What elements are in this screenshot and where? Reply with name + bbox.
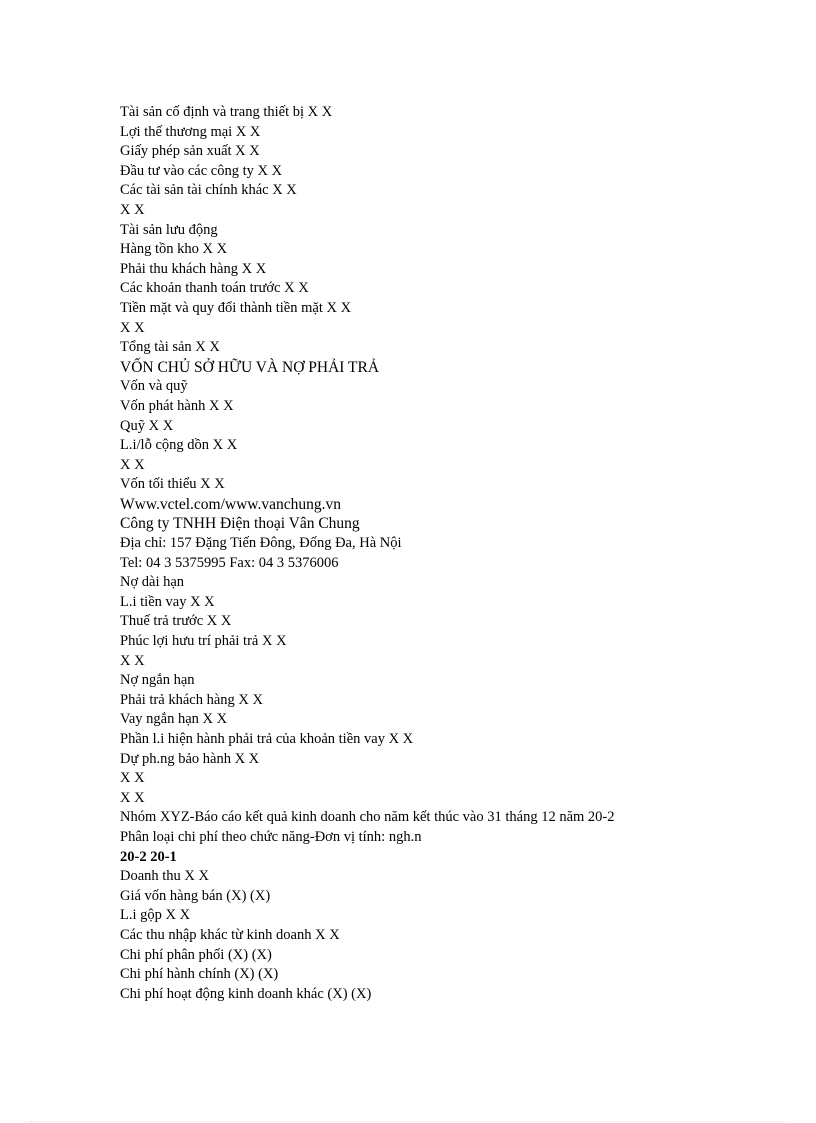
text-line: Vốn tối thiểu X X	[120, 476, 225, 493]
text-line: Www.vctel.com/www.vanchung.vn	[120, 495, 341, 513]
text-line: Chi phí phân phối (X) (X)	[120, 946, 272, 963]
text-line: Phần l.i hiện hành phải trả của khoản tiền vay X X	[120, 731, 414, 747]
text-line: Dự ph.ng bảo hành X X	[120, 750, 260, 767]
text-line: Phải trả khách hàng X X	[120, 691, 263, 708]
text-line: Vay ngắn hạn X X	[120, 711, 228, 728]
page-bottom-divider	[30, 1121, 786, 1122]
text-line: Địa chỉ: 157 Đặng Tiến Đông, Đống Đa, Hà Nội	[120, 535, 402, 552]
text-line: X X	[120, 201, 145, 218]
text-line: Chi phí hoạt động kinh doanh khác (X) (X)	[120, 985, 372, 1002]
text-line: Quỹ X X	[120, 417, 174, 434]
text-line: X X	[120, 789, 145, 806]
text-line: Vốn và quỹ	[120, 378, 188, 395]
text-line: L.i tiền vay X X	[120, 593, 215, 610]
text-line: Đầu tư vào các công ty X X	[120, 162, 283, 179]
text-line: Nợ dài hạn	[120, 574, 185, 591]
text-line: Giá vốn hàng bán (X) (X)	[120, 887, 271, 904]
text-line: X X	[120, 456, 145, 473]
text-line: Tổng tài sản X X	[120, 339, 220, 356]
text-line: L.i gộp X X	[120, 907, 191, 924]
text-line: Các thu nhập khác từ kinh doanh X X	[120, 926, 340, 943]
text-line: 20-2 20-1	[120, 848, 177, 865]
text-line: Chi phí hành chính (X) (X)	[120, 966, 279, 983]
text-line: Các khoản thanh toán trước X X	[120, 280, 309, 297]
text-line: X X	[120, 652, 145, 669]
text-line: L.i/lỗ cộng dồn X X	[120, 437, 238, 454]
text-line: X X	[120, 770, 145, 787]
text-line: Nợ ngắn hạn	[120, 672, 195, 689]
text-line: Tiền mặt và quy đổi thành tiền mặt X X	[120, 299, 352, 316]
text-line: Phải thu khách hàng X X	[120, 260, 267, 277]
text-line: Doanh thu X X	[120, 868, 210, 885]
text-line: Tài sản lưu động	[120, 221, 218, 238]
text-line: Công ty TNHH Điện thoại Vân Chung	[120, 515, 360, 533]
document-body	[120, 103, 720, 1004]
text-line: Tel: 04 3 5375995 Fax: 04 3 5376006	[120, 554, 339, 571]
text-line: Giấy phép sản xuất X X	[120, 143, 260, 160]
text-line: Các tài sản tài chính khác X X	[120, 182, 297, 199]
text-line: Tài sản cố định và trang thiết bị X X	[120, 104, 333, 120]
text-line: Phân loại chi phí theo chức năng-Đơn vị tính: ngh.n	[120, 828, 422, 845]
text-line: Lợi thế thương mại X X	[120, 123, 261, 140]
text-line: Vốn phát hành X X	[120, 397, 234, 414]
text-line: Hàng tồn kho X X	[120, 241, 228, 258]
text-line: Thuế trả trước X X	[120, 613, 232, 630]
text-line: Phúc lợi hưu trí phải trả X X	[120, 633, 287, 650]
text-line: X X	[120, 319, 145, 336]
text-line: Nhóm XYZ-Báo cáo kết quả kinh doanh cho năm kết thúc vào 31 tháng 12 năm 20-2	[120, 809, 615, 826]
text-line: VỐN CHỦ SỞ HỮU VÀ NỢ PHẢI TRẢ	[120, 358, 380, 376]
